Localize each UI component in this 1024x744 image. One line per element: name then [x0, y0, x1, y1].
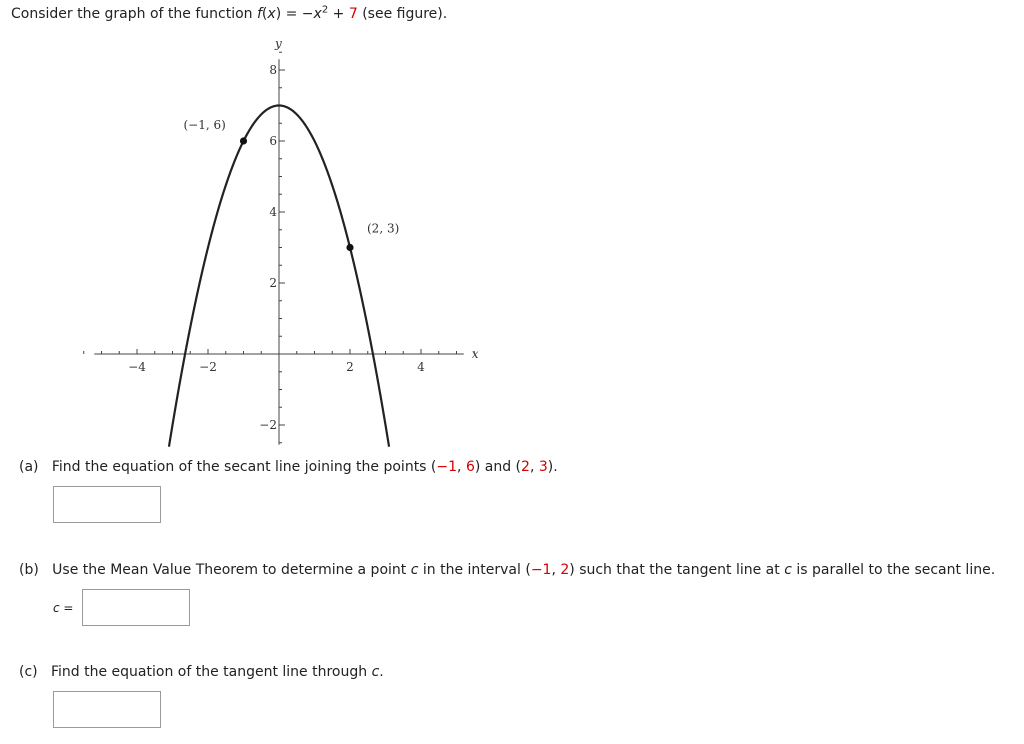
point-label-2: (2, 3): [367, 221, 400, 236]
point-label-1: (−1, 6): [183, 118, 226, 132]
part-a-question: (a) Find the equation of the secant line joining the points (−1, 6) and (2, 3).: [19, 459, 558, 475]
y-tick-label: 6: [269, 134, 277, 148]
part-b-answer-input[interactable]: [82, 589, 190, 626]
y-tick-label: 2: [269, 276, 277, 290]
part-c-question: (c) Find the equation of the tangent line through c.: [19, 664, 384, 680]
point-marker-1: [240, 137, 247, 144]
part-c-answer-input[interactable]: [53, 691, 161, 728]
x-tick-label: 2: [346, 360, 354, 374]
x-tick-label: 4: [417, 360, 425, 374]
part-b-question: (b) Use the Mean Value Theorem to determine a point c in the interval (−1, 2) such that the tangent line at c is parallel to the secant line.: [19, 562, 996, 578]
problem-statement: Consider the graph of the function $f(x) = -x^2 + 7$ (see figure).: [11, 4, 448, 22]
y-axis-label: y: [275, 36, 282, 51]
x-tick-label: −4: [128, 360, 146, 374]
x-axis-label: x: [471, 347, 479, 361]
part-a-answer-input[interactable]: [53, 486, 161, 523]
x-tick-label: −2: [199, 360, 217, 374]
y-tick-label: 4: [269, 205, 277, 219]
y-tick-label: 8: [269, 63, 277, 77]
y-tick-label: −2: [259, 418, 277, 432]
graph-axes: [94, 59, 464, 445]
point-marker-2: [346, 244, 353, 251]
part-b-answer-label: c =: [53, 601, 74, 615]
